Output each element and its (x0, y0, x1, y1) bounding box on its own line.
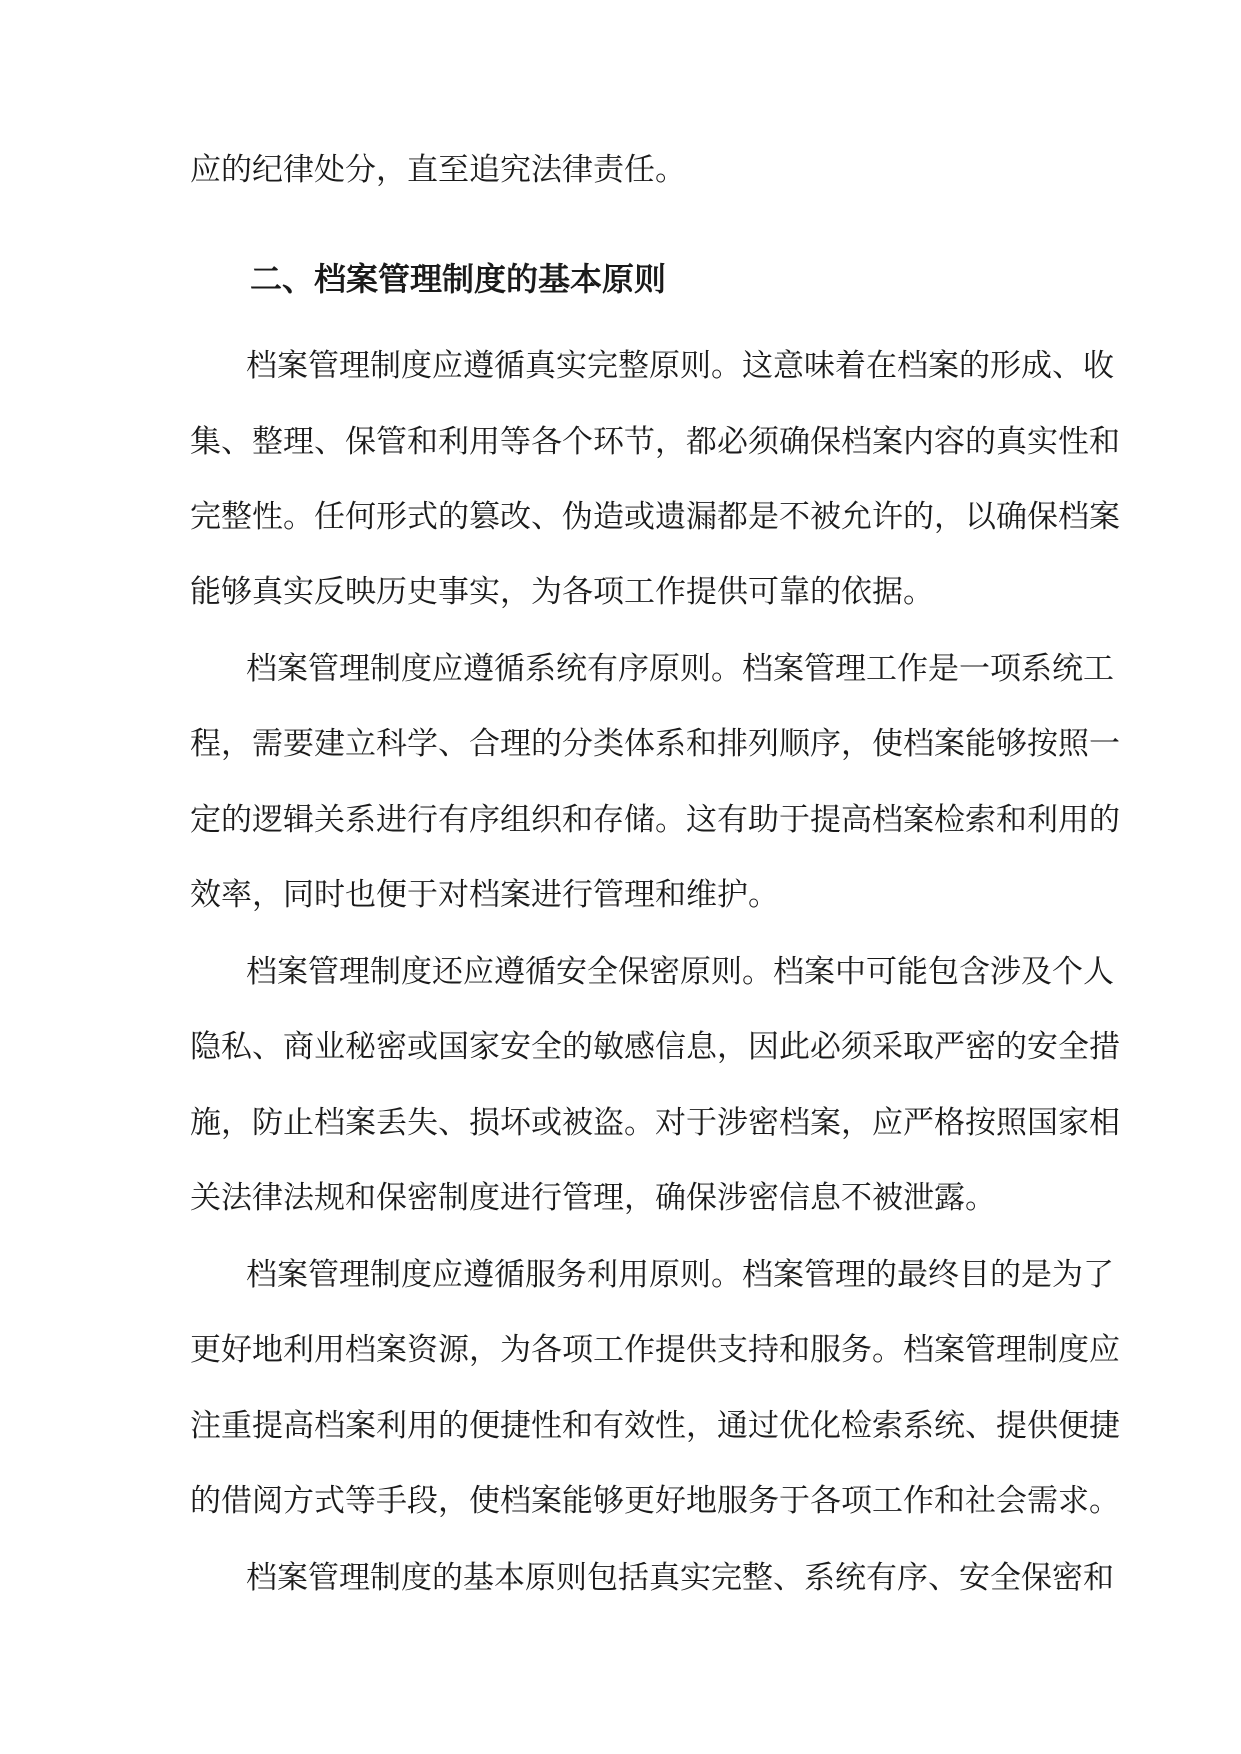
paragraph-line: 施，防止档案丢失、损坏或被盗。对于涉密档案，应严格按照国家相 (190, 1105, 1120, 1141)
paragraph-line: 的借阅方式等手段，使档案能够更好地服务于各项工作和社会需求。 (190, 1483, 1120, 1519)
paragraph-line: 档案管理制度应遵循服务利用原则。档案管理的最终目的是为了 (246, 1257, 1114, 1293)
paragraph-line: 应的纪律处分，直至追究法律责任。 (190, 152, 686, 188)
paragraph-line: 能够真实反映历史事实，为各项工作提供可靠的依据。 (190, 574, 934, 610)
paragraph-line: 档案管理制度还应遵循安全保密原则。档案中可能包含涉及个人 (246, 954, 1114, 990)
section-heading: 二、档案管理制度的基本原则 (250, 260, 667, 298)
paragraph-line: 集、整理、保管和利用等各个环节，都必须确保档案内容的真实性和 (190, 424, 1120, 460)
paragraph-line: 档案管理制度应遵循系统有序原则。档案管理工作是一项系统工 (246, 651, 1114, 687)
paragraph-line: 定的逻辑关系进行有序组织和存储。这有助于提高档案检索和利用的 (190, 802, 1120, 838)
paragraph-line: 档案管理制度应遵循真实完整原则。这意味着在档案的形成、收 (246, 348, 1114, 384)
paragraph-line: 关法律法规和保密制度进行管理，确保涉密信息不被泄露。 (190, 1180, 996, 1216)
paragraph-line: 隐私、商业秘密或国家安全的敏感信息，因此必须采取严密的安全措 (190, 1029, 1120, 1065)
paragraph-line: 更好地利用档案资源，为各项工作提供支持和服务。档案管理制度应 (190, 1332, 1120, 1368)
paragraph-line: 效率，同时也便于对档案进行管理和维护。 (190, 877, 779, 913)
paragraph-line: 程，需要建立科学、合理的分类体系和排列顺序，使档案能够按照一 (190, 726, 1120, 762)
paragraph-line: 档案管理制度的基本原则包括真实完整、系统有序、安全保密和 (246, 1560, 1114, 1596)
paragraph-line: 注重提高档案利用的便捷性和有效性，通过优化检索系统、提供便捷 (190, 1408, 1120, 1444)
paragraph-line: 完整性。任何形式的篡改、伪造或遗漏都是不被允许的，以确保档案 (190, 499, 1120, 535)
